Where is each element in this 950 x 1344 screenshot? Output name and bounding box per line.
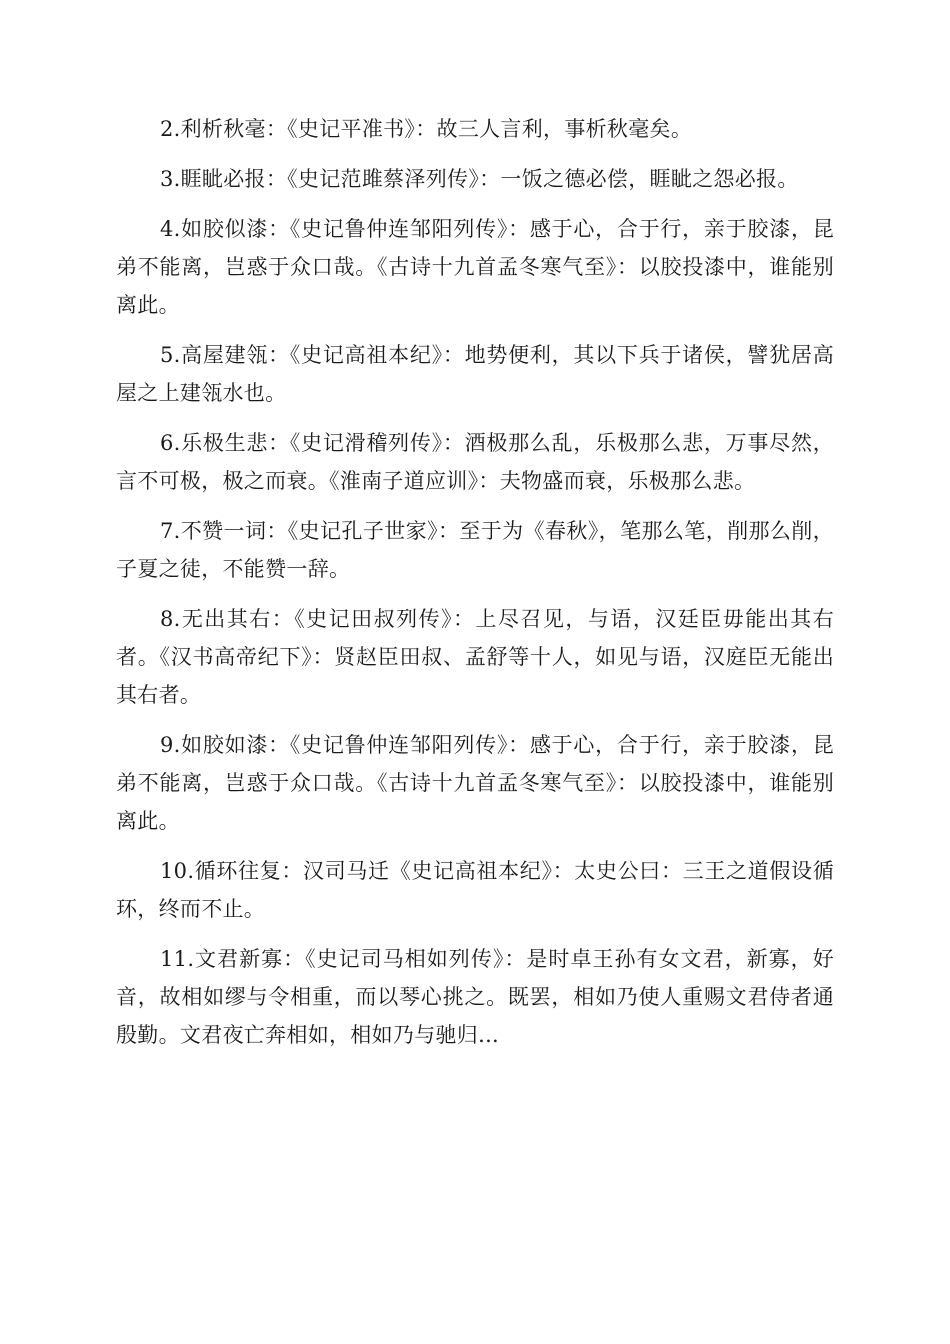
entry-paragraph-2: 2.利析秋毫：《史记平准书》：故三人言利，事析秋毫矣。 xyxy=(160,117,693,141)
entry-paragraph-7: 7.不赞一词：《史记孔子世家》：至于为《春秋》，笔那么笔，削那么削，子夏之徒，不能赞一辞。 xyxy=(116,519,834,581)
entry-paragraph-3: 3.睚眦必报：《史记范雎蔡泽列传》：一饭之德必偿，睚眦之怨必报。 xyxy=(160,167,799,191)
entry-paragraph-8: 8.无出其右：《史记田叔列传》：上尽召见，与语，汉廷臣毋能出其右者。《汉书高帝纪下》：贤赵臣田叔、孟舒等十人，如见与语，汉庭臣无能出其右者。 xyxy=(116,607,834,707)
entry-paragraph-6: 6.乐极生悲：《史记滑稽列传》：酒极那么乱，乐极那么悲，万事尽然，言不可极，极之而衰。《淮南子道应训》：夫物盛而衰，乐极那么悲。 xyxy=(116,431,834,493)
entry-paragraph-10: 10.循环往复：汉司马迁《史记高祖本纪》：太史公曰：三王之道假设循环，终而不止。 xyxy=(116,859,834,921)
entry-paragraph-9: 9.如胶如漆：《史记鲁仲连邹阳列传》：感于心，合于行，亲于胶漆，昆弟不能离，岂惑于众口哉。《古诗十九首孟冬寒气至》：以胶投漆中，谁能别离此。 xyxy=(116,733,834,833)
document-body xyxy=(116,110,834,1066)
entry-paragraph-11: 11.文君新寡：《史记司马相如列传》：是时卓王孙有女文君，新寡，好音，故相如缪与令相重，而以琴心挑之。既罢，相如乃使人重赐文君侍者通殷勤。文君夜亡奔相如，相如乃与驰归... xyxy=(116,947,834,1047)
entry-paragraph-5: 5.高屋建瓴：《史记高祖本纪》：地势便利，其以下兵于诸侯，譬犹居高屋之上建瓴水也。 xyxy=(116,343,834,405)
entry-paragraph-4: 4.如胶似漆：《史记鲁仲连邹阳列传》：感于心，合于行，亲于胶漆，昆弟不能离，岂惑于众口哉。《古诗十九首孟冬寒气至》：以胶投漆中，谁能别离此。 xyxy=(116,217,834,317)
